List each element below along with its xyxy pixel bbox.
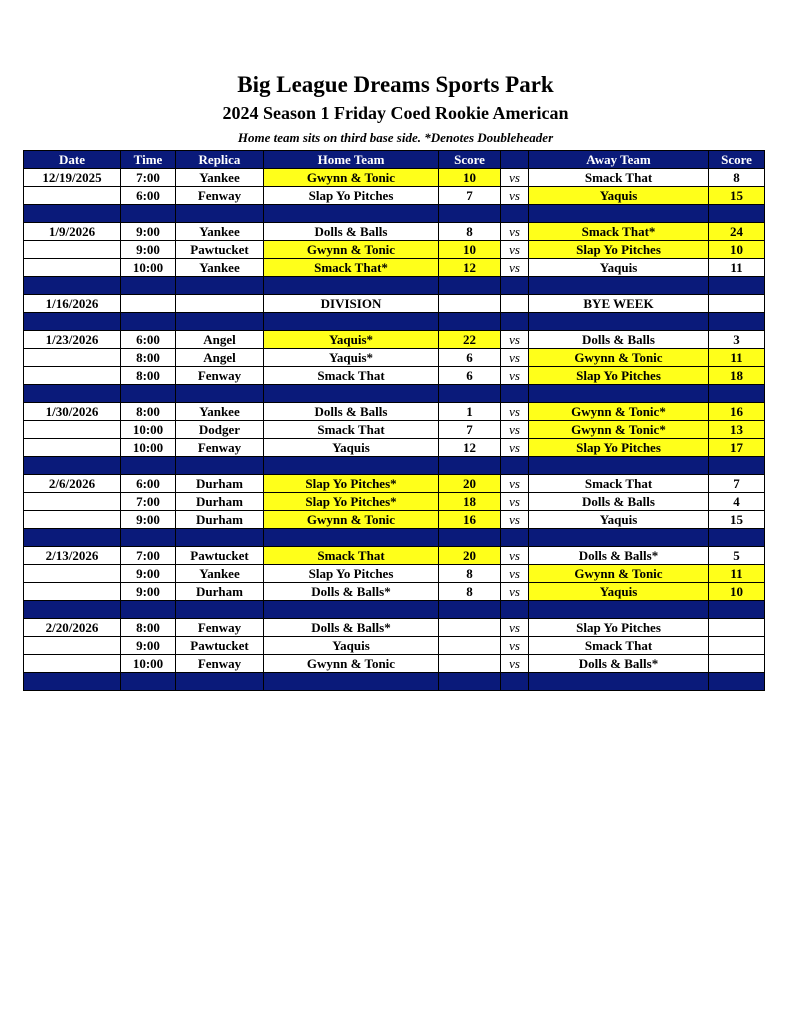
separator-cell xyxy=(264,529,439,547)
away-team-cell: Slap Yo Pitches xyxy=(529,367,709,385)
home-score-cell: 16 xyxy=(439,511,501,529)
home-score-cell: 8 xyxy=(439,583,501,601)
away-team-cell: Smack That* xyxy=(529,223,709,241)
home-score-cell: 10 xyxy=(439,241,501,259)
table-row xyxy=(24,547,765,565)
table-row xyxy=(24,583,765,601)
date-cell xyxy=(24,655,121,673)
home-team-cell: Dolls & Balls* xyxy=(264,619,439,637)
separator-cell xyxy=(176,385,264,403)
away-team-cell: Slap Yo Pitches xyxy=(529,439,709,457)
replica-cell: Fenway xyxy=(176,655,264,673)
replica-cell: Pawtucket xyxy=(176,637,264,655)
home-team-cell: DIVISION xyxy=(264,295,439,313)
separator-cell xyxy=(529,457,709,475)
separator-cell xyxy=(439,673,501,691)
home-team-cell: Yaquis xyxy=(264,439,439,457)
time-cell xyxy=(121,295,176,313)
replica-cell: Angel xyxy=(176,349,264,367)
col-header-vs xyxy=(501,151,529,169)
away-score-cell: 5 xyxy=(709,547,765,565)
vs-cell: vs xyxy=(501,403,529,421)
home-team-cell: Dolls & Balls xyxy=(264,223,439,241)
replica-cell: Durham xyxy=(176,475,264,493)
home-score-cell xyxy=(439,295,501,313)
separator-row xyxy=(24,385,765,403)
separator-cell xyxy=(529,673,709,691)
away-team-cell: Yaquis xyxy=(529,583,709,601)
time-cell: 9:00 xyxy=(121,511,176,529)
time-cell: 8:00 xyxy=(121,619,176,637)
away-score-cell: 8 xyxy=(709,169,765,187)
time-cell: 7:00 xyxy=(121,547,176,565)
separator-row xyxy=(24,277,765,295)
vs-cell: vs xyxy=(501,583,529,601)
time-cell: 9:00 xyxy=(121,241,176,259)
separator-cell xyxy=(176,601,264,619)
table-row xyxy=(24,619,765,637)
replica-cell: Yankee xyxy=(176,403,264,421)
home-score-cell: 20 xyxy=(439,547,501,565)
schedule-table xyxy=(23,150,765,691)
col-header-away-team: Away Team xyxy=(529,151,709,169)
away-score-cell: 13 xyxy=(709,421,765,439)
home-score-cell: 22 xyxy=(439,331,501,349)
table-row xyxy=(24,637,765,655)
table-row xyxy=(24,439,765,457)
vs-cell: vs xyxy=(501,511,529,529)
away-team-cell: Dolls & Balls xyxy=(529,493,709,511)
table-row xyxy=(24,511,765,529)
replica-cell: Fenway xyxy=(176,619,264,637)
vs-cell: vs xyxy=(501,187,529,205)
separator-cell xyxy=(529,205,709,223)
separator-cell xyxy=(439,385,501,403)
date-cell xyxy=(24,349,121,367)
vs-cell xyxy=(501,295,529,313)
separator-cell xyxy=(24,277,121,295)
separator-cell xyxy=(709,313,765,331)
table-row xyxy=(24,493,765,511)
home-score-cell: 8 xyxy=(439,565,501,583)
away-team-cell: Smack That xyxy=(529,475,709,493)
replica-cell: Yankee xyxy=(176,565,264,583)
away-score-cell: 10 xyxy=(709,241,765,259)
separator-cell xyxy=(529,385,709,403)
separator-row xyxy=(24,205,765,223)
away-score-cell xyxy=(709,655,765,673)
vs-cell: vs xyxy=(501,169,529,187)
away-score-cell: 15 xyxy=(709,511,765,529)
away-score-cell: 4 xyxy=(709,493,765,511)
separator-cell xyxy=(264,313,439,331)
time-cell: 10:00 xyxy=(121,421,176,439)
time-cell: 10:00 xyxy=(121,655,176,673)
separator-cell xyxy=(709,205,765,223)
home-score-cell xyxy=(439,637,501,655)
separator-cell xyxy=(501,601,529,619)
time-cell: 10:00 xyxy=(121,439,176,457)
col-header-time: Time xyxy=(121,151,176,169)
home-team-cell: Slap Yo Pitches xyxy=(264,187,439,205)
replica-cell: Angel xyxy=(176,331,264,349)
separator-cell xyxy=(121,673,176,691)
table-row xyxy=(24,367,765,385)
vs-cell: vs xyxy=(501,493,529,511)
away-score-cell: 11 xyxy=(709,349,765,367)
away-team-cell: Gwynn & Tonic* xyxy=(529,421,709,439)
vs-cell: vs xyxy=(501,439,529,457)
time-cell: 9:00 xyxy=(121,565,176,583)
home-team-cell: Dolls & Balls xyxy=(264,403,439,421)
table-row xyxy=(24,331,765,349)
vs-cell: vs xyxy=(501,421,529,439)
replica-cell: Fenway xyxy=(176,367,264,385)
away-score-cell: 17 xyxy=(709,439,765,457)
date-cell xyxy=(24,187,121,205)
away-team-cell: BYE WEEK xyxy=(529,295,709,313)
replica-cell: Fenway xyxy=(176,439,264,457)
col-header-away-score: Score xyxy=(709,151,765,169)
separator-cell xyxy=(121,457,176,475)
table-row xyxy=(24,565,765,583)
date-cell xyxy=(24,637,121,655)
table-row xyxy=(24,169,765,187)
separator-cell xyxy=(121,277,176,295)
separator-cell xyxy=(501,313,529,331)
separator-row xyxy=(24,313,765,331)
away-team-cell: Slap Yo Pitches xyxy=(529,241,709,259)
date-cell: 2/20/2026 xyxy=(24,619,121,637)
table-header-row xyxy=(24,151,765,169)
separator-cell xyxy=(529,277,709,295)
replica-cell: Yankee xyxy=(176,223,264,241)
separator-cell xyxy=(264,673,439,691)
away-score-cell xyxy=(709,295,765,313)
home-score-cell: 6 xyxy=(439,367,501,385)
separator-cell xyxy=(439,277,501,295)
separator-cell xyxy=(439,457,501,475)
date-cell: 1/30/2026 xyxy=(24,403,121,421)
table-row xyxy=(24,403,765,421)
vs-cell: vs xyxy=(501,367,529,385)
separator-cell xyxy=(24,529,121,547)
col-header-date: Date xyxy=(24,151,121,169)
away-team-cell: Gwynn & Tonic xyxy=(529,349,709,367)
separator-cell xyxy=(121,205,176,223)
home-team-cell: Gwynn & Tonic xyxy=(264,511,439,529)
time-cell: 9:00 xyxy=(121,223,176,241)
date-cell: 2/6/2026 xyxy=(24,475,121,493)
away-team-cell: Dolls & Balls* xyxy=(529,655,709,673)
separator-cell xyxy=(176,457,264,475)
separator-cell xyxy=(709,601,765,619)
date-cell: 2/13/2026 xyxy=(24,547,121,565)
home-team-cell: Slap Yo Pitches* xyxy=(264,493,439,511)
away-score-cell: 11 xyxy=(709,565,765,583)
separator-cell xyxy=(501,457,529,475)
vs-cell: vs xyxy=(501,547,529,565)
separator-cell xyxy=(529,601,709,619)
home-score-cell: 12 xyxy=(439,439,501,457)
separator-cell xyxy=(264,385,439,403)
col-header-replica: Replica xyxy=(176,151,264,169)
separator-cell xyxy=(24,457,121,475)
separator-cell xyxy=(24,673,121,691)
table-row xyxy=(24,187,765,205)
separator-cell xyxy=(121,529,176,547)
time-cell: 6:00 xyxy=(121,331,176,349)
home-team-cell: Smack That xyxy=(264,421,439,439)
replica-cell: Dodger xyxy=(176,421,264,439)
separator-cell xyxy=(529,313,709,331)
replica-cell: Durham xyxy=(176,583,264,601)
separator-cell xyxy=(501,205,529,223)
home-team-cell: Slap Yo Pitches* xyxy=(264,475,439,493)
home-score-cell: 20 xyxy=(439,475,501,493)
separator-cell xyxy=(264,457,439,475)
separator-cell xyxy=(264,277,439,295)
replica-cell: Yankee xyxy=(176,169,264,187)
date-cell xyxy=(24,439,121,457)
date-cell xyxy=(24,367,121,385)
home-score-cell: 6 xyxy=(439,349,501,367)
separator-row xyxy=(24,529,765,547)
date-cell xyxy=(24,565,121,583)
separator-row xyxy=(24,673,765,691)
separator-cell xyxy=(24,313,121,331)
replica-cell: Pawtucket xyxy=(176,547,264,565)
page-subtitle: 2024 Season 1 Friday Coed Rookie American xyxy=(222,103,569,123)
away-team-cell: Gwynn & Tonic* xyxy=(529,403,709,421)
separator-cell xyxy=(709,529,765,547)
date-cell: 1/23/2026 xyxy=(24,331,121,349)
home-team-cell: Yaquis* xyxy=(264,331,439,349)
separator-cell xyxy=(709,385,765,403)
date-cell: 1/9/2026 xyxy=(24,223,121,241)
separator-cell xyxy=(264,205,439,223)
table-row xyxy=(24,421,765,439)
date-cell: 1/16/2026 xyxy=(24,295,121,313)
vs-cell: vs xyxy=(501,223,529,241)
time-cell: 6:00 xyxy=(121,475,176,493)
home-team-cell: Slap Yo Pitches xyxy=(264,565,439,583)
away-team-cell: Yaquis xyxy=(529,259,709,277)
replica-cell: Durham xyxy=(176,493,264,511)
separator-cell xyxy=(176,205,264,223)
time-cell: 7:00 xyxy=(121,169,176,187)
home-score-cell xyxy=(439,655,501,673)
separator-cell xyxy=(439,601,501,619)
away-team-cell: Dolls & Balls xyxy=(529,331,709,349)
separator-row xyxy=(24,457,765,475)
vs-cell: vs xyxy=(501,619,529,637)
separator-cell xyxy=(501,277,529,295)
away-score-cell xyxy=(709,637,765,655)
replica-cell xyxy=(176,295,264,313)
separator-cell xyxy=(529,529,709,547)
table-row xyxy=(24,259,765,277)
replica-cell: Fenway xyxy=(176,187,264,205)
away-score-cell: 18 xyxy=(709,367,765,385)
separator-cell xyxy=(439,529,501,547)
separator-cell xyxy=(501,673,529,691)
date-cell xyxy=(24,583,121,601)
time-cell: 8:00 xyxy=(121,403,176,421)
home-team-cell: Gwynn & Tonic xyxy=(264,655,439,673)
page-title: Big League Dreams Sports Park xyxy=(237,72,554,97)
table-row xyxy=(24,295,765,313)
away-team-cell: Smack That xyxy=(529,637,709,655)
col-header-home-score: Score xyxy=(439,151,501,169)
away-team-cell: Smack That xyxy=(529,169,709,187)
home-team-cell: Smack That* xyxy=(264,259,439,277)
separator-cell xyxy=(439,205,501,223)
away-score-cell: 11 xyxy=(709,259,765,277)
replica-cell: Pawtucket xyxy=(176,241,264,259)
replica-cell: Durham xyxy=(176,511,264,529)
date-cell xyxy=(24,493,121,511)
vs-cell: vs xyxy=(501,331,529,349)
vs-cell: vs xyxy=(501,349,529,367)
separator-cell xyxy=(24,601,121,619)
vs-cell: vs xyxy=(501,655,529,673)
away-score-cell: 10 xyxy=(709,583,765,601)
home-score-cell: 7 xyxy=(439,421,501,439)
separator-cell xyxy=(121,313,176,331)
home-team-cell: Gwynn & Tonic xyxy=(264,241,439,259)
date-cell xyxy=(24,259,121,277)
home-score-cell: 10 xyxy=(439,169,501,187)
home-score-cell: 18 xyxy=(439,493,501,511)
col-header-home-team: Home Team xyxy=(264,151,439,169)
separator-cell xyxy=(709,673,765,691)
time-cell: 7:00 xyxy=(121,493,176,511)
separator-cell xyxy=(176,529,264,547)
separator-cell xyxy=(176,277,264,295)
home-score-cell: 8 xyxy=(439,223,501,241)
home-score-cell xyxy=(439,619,501,637)
home-score-cell: 1 xyxy=(439,403,501,421)
home-team-cell: Dolls & Balls* xyxy=(264,583,439,601)
separator-cell xyxy=(709,457,765,475)
home-team-cell: Smack That xyxy=(264,547,439,565)
home-team-cell: Smack That xyxy=(264,367,439,385)
separator-cell xyxy=(121,385,176,403)
time-cell: 8:00 xyxy=(121,367,176,385)
separator-cell xyxy=(439,313,501,331)
separator-cell xyxy=(24,205,121,223)
away-score-cell: 7 xyxy=(709,475,765,493)
time-cell: 9:00 xyxy=(121,637,176,655)
vs-cell: vs xyxy=(501,475,529,493)
date-cell xyxy=(24,421,121,439)
time-cell: 8:00 xyxy=(121,349,176,367)
home-team-cell: Gwynn & Tonic xyxy=(264,169,439,187)
separator-cell xyxy=(176,673,264,691)
replica-cell: Yankee xyxy=(176,259,264,277)
away-score-cell: 15 xyxy=(709,187,765,205)
away-score-cell xyxy=(709,619,765,637)
time-cell: 9:00 xyxy=(121,583,176,601)
table-row xyxy=(24,223,765,241)
separator-cell xyxy=(709,277,765,295)
home-team-cell: Yaquis* xyxy=(264,349,439,367)
away-score-cell: 24 xyxy=(709,223,765,241)
vs-cell: vs xyxy=(501,259,529,277)
date-cell: 12/19/2025 xyxy=(24,169,121,187)
table-row xyxy=(24,655,765,673)
away-team-cell: Yaquis xyxy=(529,187,709,205)
separator-row xyxy=(24,601,765,619)
vs-cell: vs xyxy=(501,565,529,583)
table-row xyxy=(24,241,765,259)
vs-cell: vs xyxy=(501,637,529,655)
away-team-cell: Gwynn & Tonic xyxy=(529,565,709,583)
separator-cell xyxy=(501,529,529,547)
separator-cell xyxy=(121,601,176,619)
separator-cell xyxy=(501,385,529,403)
table-row xyxy=(24,349,765,367)
time-cell: 6:00 xyxy=(121,187,176,205)
home-team-cell: Yaquis xyxy=(264,637,439,655)
away-team-cell: Dolls & Balls* xyxy=(529,547,709,565)
home-score-cell: 7 xyxy=(439,187,501,205)
home-score-cell: 12 xyxy=(439,259,501,277)
date-cell xyxy=(24,511,121,529)
away-score-cell: 16 xyxy=(709,403,765,421)
date-cell xyxy=(24,241,121,259)
table-row xyxy=(24,475,765,493)
vs-cell: vs xyxy=(501,241,529,259)
away-team-cell: Yaquis xyxy=(529,511,709,529)
away-score-cell: 3 xyxy=(709,331,765,349)
separator-cell xyxy=(264,601,439,619)
time-cell: 10:00 xyxy=(121,259,176,277)
separator-cell xyxy=(176,313,264,331)
away-team-cell: Slap Yo Pitches xyxy=(529,619,709,637)
separator-cell xyxy=(24,385,121,403)
schedule-note: Home team sits on third base side. *Denotes Doubleheader xyxy=(237,130,554,145)
